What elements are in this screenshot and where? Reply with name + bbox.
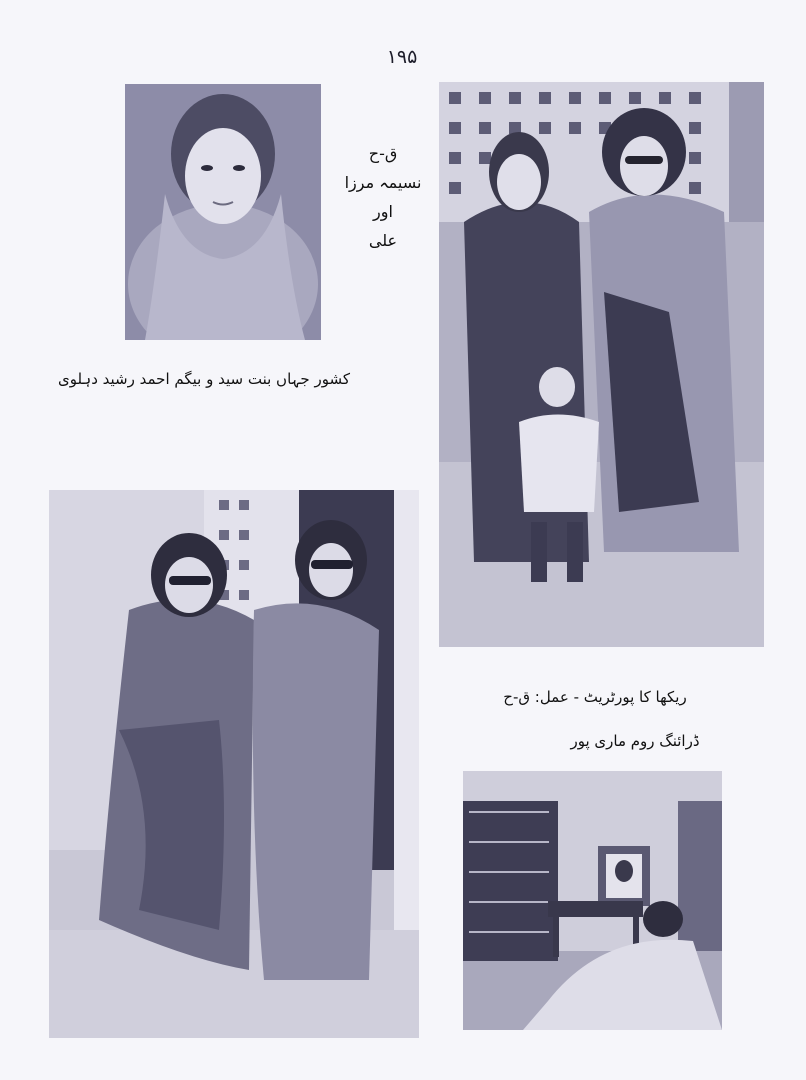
portrait-photo: [125, 84, 321, 340]
portrait-illustration: [125, 84, 321, 340]
drawing-room-photo: [463, 771, 722, 1030]
rekha-caption: ریکھا کا پورٹریٹ - عمل: ق-ح: [503, 688, 687, 706]
side-caption-line: علی: [368, 231, 398, 250]
portrait-side-caption: [344, 144, 422, 250]
two-women-photo: [49, 490, 419, 1038]
side-caption-line: اور: [373, 202, 393, 221]
page-number: ۱۹۵: [386, 46, 418, 68]
drawing-room-illustration: [463, 771, 722, 1030]
drawing-room-caption: ڈرائنگ روم ماری پور: [570, 732, 700, 750]
side-caption-line: نسیمہ مرزا: [344, 173, 422, 192]
portrait-caption: کشور جہاں بنت سید و بیگم احمد رشید دہلوی: [57, 370, 350, 388]
family-illustration: [439, 82, 764, 647]
family-photo: [439, 82, 764, 647]
two-women-illustration: [49, 490, 419, 1038]
side-caption-line: ق-ح: [368, 144, 398, 163]
